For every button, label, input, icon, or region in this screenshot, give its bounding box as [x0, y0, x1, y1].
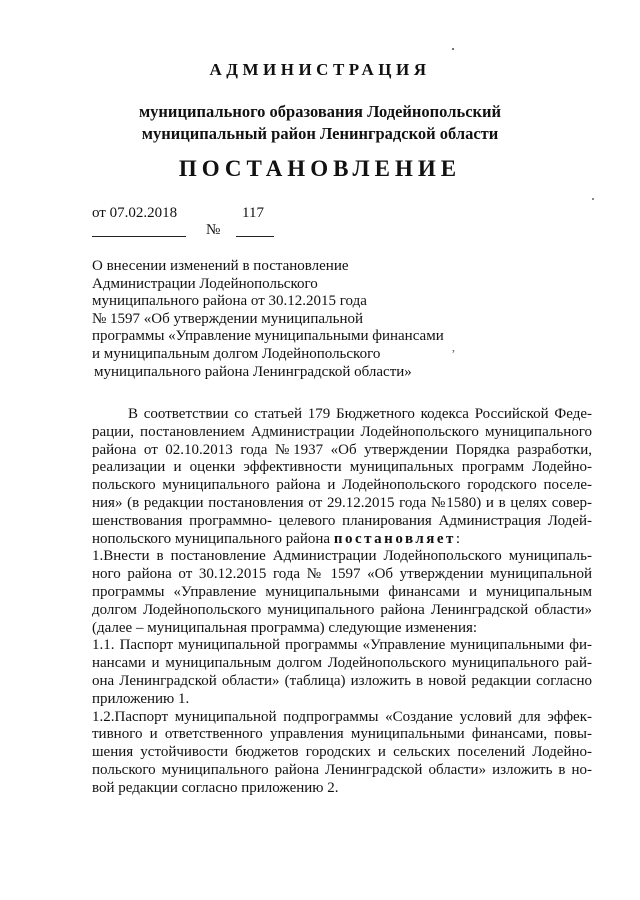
organization-subtitle-line-2: муниципальный район Ленинградской области — [141, 124, 499, 143]
subject-line: О внесении изменений в постановление — [92, 258, 349, 274]
body-line: 1.Внести в постановление Администрации Лодейнопольского муниципаль- — [92, 548, 592, 565]
body-line: долгом Лодейнопольского муниципального района Ленинградской области» — [92, 601, 592, 618]
body-line: нансами и муниципальным долгом Лодейнопольского муниципального рай- — [92, 655, 592, 672]
body-line: программы «Управление муниципальными финансами и муниципальным — [92, 583, 592, 600]
subject-line: программы «Управление муниципальными финансами — [92, 328, 444, 345]
subject-line: муниципального района Ленинградской области» — [94, 363, 412, 380]
body-line: реализации и оценки эффективности муниципальных программ Лодейно- — [92, 459, 592, 476]
body-line: шенствования программно- целевого планирования Администрация Лодей- — [92, 512, 592, 529]
organization-title: АДМИНИСТРАЦИЯ — [209, 60, 431, 79]
scan-speck — [592, 198, 594, 200]
scan-speck — [452, 48, 454, 50]
document-number: 117 — [242, 205, 264, 221]
decree-line — [92, 531, 592, 549]
body-line: 1.2.Паспорт муниципальной подпрограммы «Создание условий для эффек- — [92, 708, 592, 725]
subject-line: Администрации Лодейнопольского — [92, 275, 318, 292]
body-line: (далее – муниципальная программа) следующие изменения: — [92, 619, 478, 636]
organization-subtitle-line-1: муниципального образования Лодейнопольский — [138, 102, 502, 121]
body-line: вой редакции согласно приложению 2. — [92, 779, 339, 796]
subject-line: № 1597 «Об утверждении муниципальной — [92, 310, 364, 327]
stray-mark: , — [452, 340, 455, 354]
document-date: от 07.02.2018 — [92, 205, 178, 221]
body-line: тивного и ответственного управления муниципальными финансами, повы- — [92, 726, 592, 743]
body-line-text: нопольского муниципального района — [92, 530, 334, 547]
document-subject — [92, 258, 444, 381]
subject-line: муниципального района от 30.12.2015 года — [92, 293, 367, 310]
body-line: 1.1. Паспорт муниципальной программы «Управление муниципальными фи- — [92, 637, 592, 654]
body-line: польского муниципального района Ленинградской области» изложить в но- — [92, 761, 592, 778]
body-line: шения устойчивости бюджетов городских и сельских поселений Лодейно- — [92, 744, 592, 761]
body-line: В соответствии со статьей 179 Бюджетного кодекса Российской Феде- — [128, 406, 592, 422]
body-line: рации, постановлением Администрации Лодейнопольского муниципального — [92, 423, 592, 440]
body-line: польского муниципального района и Лодейнопольского городского поселе- — [92, 477, 592, 494]
decree-colon: : — [455, 530, 461, 547]
body-line: ного района от 30.12.2015 года № 1597 «Об утверждении муниципальной — [92, 566, 592, 583]
body-line: она Ленинградской области» (таблица) изложить в новой редакции согласно — [92, 672, 592, 689]
document-type-heading: ПОСТАНОВЛЕНИЕ — [178, 156, 462, 181]
subject-line: и муниципальным долгом Лодейнопольского — [92, 345, 381, 362]
body-line: ния» (в редакции постановления от 29.12.2015 года №1580) и в целях совер- — [92, 494, 592, 511]
decree-word: постановляет — [333, 530, 456, 547]
date-underline — [92, 236, 186, 237]
body-line: приложению 1. — [92, 690, 190, 707]
document-body — [92, 406, 592, 798]
body-line: района от 02.10.2013 года №1937 «Об утверждении Порядка разработки, — [92, 441, 592, 458]
number-sign: № — [206, 222, 221, 238]
number-underline — [236, 236, 274, 237]
